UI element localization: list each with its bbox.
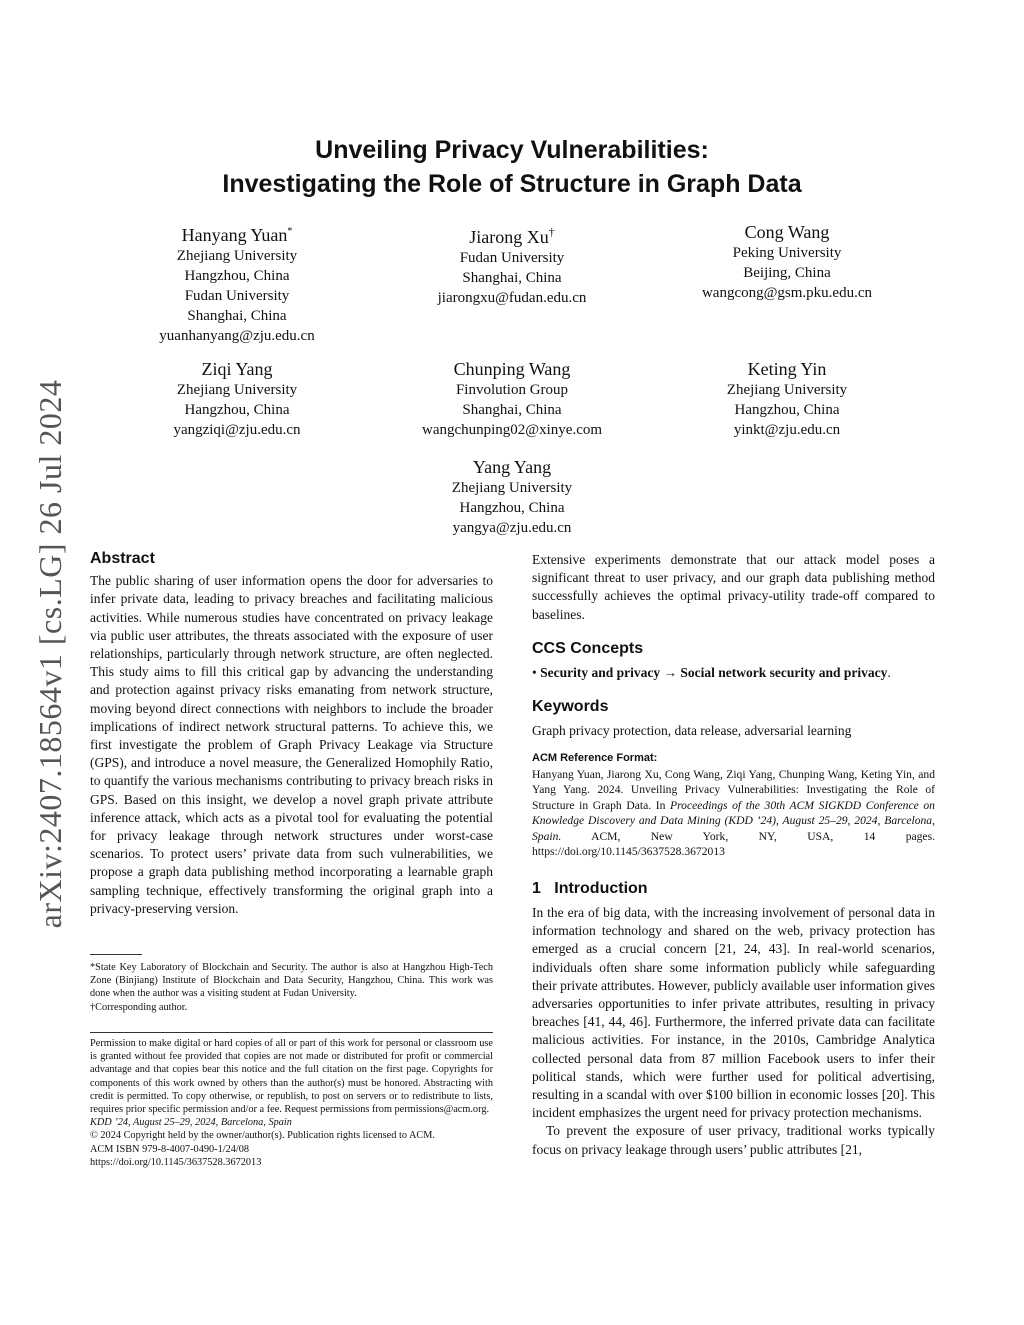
author-name: Jiarong Xu — [469, 227, 549, 247]
footnotes — [90, 961, 493, 1014]
author-block — [687, 358, 887, 440]
intro-paragraph-2: To prevent the exposure of user privacy, traditional works typically focus on privacy leakage through users’ public attributes [21, — [532, 1123, 935, 1157]
author-affil-line: Hangzhou, China — [184, 268, 290, 284]
ccs-bullet: • — [532, 665, 537, 681]
acm-ref-venue: Proceedings of the 30th ACM SIGKDD Conference on Knowledge Discovery and Data Mining (KDD ’24), August 25–29, 2024, Barcelona, Spain. — [532, 798, 935, 843]
author-affil-line: Hangzhou, China — [734, 402, 840, 418]
abstract-heading: Abstract — [90, 550, 155, 567]
keywords-heading: Keywords — [532, 698, 609, 716]
intro-paragraph-1: In the era of big data, with the increasing involvement of personal data in information technology and shared on the web, privacy protection has emerged as a crucial concern [21, 24, 43]. In real-world scenarios, individuals often share some information publicly while safeguarding their private attributes. However, publicly available user information gives adversaries opportunities to infer private attributes, resulting in privacy breaches [41, 44, 46]. Furthermore, the inferred private data can facilitate malicious activities. For instance, in the 2010s, Cambridge Analytica collected personal data from 87 million Facebook users to infer their political stands, which were further used for political advertising, resulting in a scandal with over $100 billion in economic losses [20]. This incident emphasizes the urgent need for privacy protection mechanisms. — [532, 905, 935, 1121]
doi-line: https://doi.org/10.1145/3637528.3672013 — [90, 1156, 262, 1168]
author-name: Keting Yin — [747, 359, 827, 379]
intro-title: Introduction — [554, 879, 648, 897]
author-email: yuanhanyang@zju.edu.cn — [159, 328, 315, 344]
acm-ref-part2: ACM, New York, NY, USA, 14 pages. https://doi.org/10.1145/3637528.3672013 — [532, 829, 935, 859]
author-affil-line: Zhejiang University — [726, 382, 848, 398]
author-affil-line: Zhejiang University — [176, 382, 298, 398]
author-affil-line: Hangzhou, China — [184, 402, 290, 418]
author-affil-line: Shanghai, China — [462, 270, 562, 286]
ccs-period: . — [887, 665, 891, 681]
title-line-2: Investigating the Role of Structure in Graph Data — [222, 170, 802, 198]
title-line-1: Unveiling Privacy Vulnerabilities: — [315, 136, 709, 164]
left-column — [90, 550, 493, 918]
author-email: yinkt@zju.edu.cn — [733, 422, 841, 438]
author-email: jiarongxu@fudan.edu.cn — [437, 290, 587, 306]
permission-block — [90, 1037, 493, 1169]
paper-title — [0, 133, 1024, 201]
intro-heading — [532, 880, 935, 898]
acm-ref-text — [532, 767, 935, 860]
author-affil-line: Zhejiang University — [176, 248, 298, 264]
author-mark: † — [548, 225, 555, 239]
author-affil-line: Peking University — [732, 245, 842, 261]
author-block — [137, 358, 337, 440]
ccs-item-1: Security and privacy — [540, 665, 661, 681]
author-block — [667, 221, 907, 303]
footnote-affiliation: *State Key Laboratory of Blockchain and Security. The author is also at Hangzhou High-Tech Zone (Binjiang) Institute of Blockchain and Data Security, Hangzhou, China. This work was done when the author was a visiting student at Fudan University. — [90, 962, 493, 1000]
acm-ref-part1: Hanyang Yuan, Jiarong Xu, Cong Wang, Ziqi Yang, Chunping Wang, Keting Yin, and Yang Yang. 2024. Unveiling Privacy Vulnerabilities: Investigating the Role of Structure in Graph Data. In — [532, 767, 935, 812]
author-mark: * — [287, 226, 293, 237]
author-name: Chunping Wang — [453, 359, 571, 379]
author-block — [392, 221, 632, 308]
author-name: Hanyang Yuan — [181, 225, 288, 245]
ccs-concepts — [532, 664, 935, 682]
author-affil-line: Shanghai, China — [462, 402, 562, 418]
author-affil-line: Finvolution Group — [455, 382, 569, 398]
abstract-continued: Extensive experiments demonstrate that our attack model poses a significant threat to user privacy, and our graph data publishing method successfully achieves the optimal privacy-utility trade-off compared to baselines. — [532, 552, 935, 622]
author-affil-line: Beijing, China — [743, 265, 831, 281]
arxiv-identifier: arXiv:2407.18564v1 [cs.LG] 26 Jul 2024 — [32, 379, 68, 929]
author-block — [137, 221, 337, 346]
author-name: Yang Yang — [472, 457, 552, 477]
acm-ref-heading: ACM Reference Format: — [532, 751, 658, 764]
author-affil-line: Zhejiang University — [451, 480, 573, 496]
keywords-text: Graph privacy protection, data release, adversarial learning — [532, 723, 852, 739]
author-block — [387, 358, 637, 440]
abstract-text: The public sharing of user information opens the door for adversaries to infer private data, leading to privacy breaches and facilitating malicious activities. While numerous studies have concentrated on privacy leakage via public user attributes, the threats associated with the exposure of user relationships, particularly through network structure, are often neglected. This study aims to fill this critical gap by advancing the understanding and protection against privacy risks emanating from network structure, moving beyond direct connections with neighbors to include the broader implications of indirect network structural patterns. To achieve this, we first investigate the problem of Graph Privacy Leakage via Structure (GPS), and introduce a novel measure, the Generalized Homophily Ratio, to quantify the various mechanisms contributing to privacy breach risks in GPS. Based on this insight, we develop a novel graph private attribute inference attack, which acts as a pivotal tool for evaluating the potential for privacy leakage through network structures under worst-case scenarios. To protect users’ private data from such vulnerabilities, we propose a graph data publishing method incorporating a learnable graph sampling technique, effectively transforming the original graph into a privacy-preserving version. — [90, 573, 493, 916]
copyright-line: © 2024 Copyright held by the owner/author(s). Publication rights licensed to ACM. — [90, 1130, 436, 1142]
author-email: wangcong@gsm.pku.edu.cn — [701, 285, 873, 301]
right-column — [532, 551, 935, 1159]
author-name: Ziqi Yang — [201, 359, 273, 379]
author-affil-line: Fudan University — [459, 250, 565, 266]
ccs-heading: CCS Concepts — [532, 639, 644, 657]
author-affil-line: Hangzhou, China — [459, 500, 565, 516]
ccs-item-2: Social network security and privacy — [680, 665, 888, 681]
author-name: Cong Wang — [744, 222, 830, 242]
footnote-divider — [90, 954, 142, 955]
author-email: wangchunping02@xinye.com — [421, 422, 603, 438]
conference-info: KDD ’24, August 25–29, 2024, Barcelona, Spain — [90, 1117, 292, 1129]
author-affil-line: Shanghai, China — [187, 308, 287, 324]
author-email: yangziqi@zju.edu.cn — [173, 422, 301, 438]
intro-number: 1 — [532, 879, 541, 897]
isbn-line: ACM ISBN 979-8-4007-0490-1/24/08 — [90, 1143, 250, 1155]
footnote-corresponding: †Corresponding author. — [90, 1001, 188, 1013]
author-affil-line: Fudan University — [184, 288, 290, 304]
author-block — [412, 456, 612, 538]
permission-notice: Permission to make digital or hard copies of all or part of this work for personal or classroom use is granted without fee provided that copies are not made or distributed for profit or commercial advantage and that copies bear this notice and the full citation on the first page. Copyrights for components of this work owned by others than the author(s) must be honored. Abstracting with credit is permitted. To copy otherwise, or republish, to post on servers or to redistribute to lists, requires prior specific permission and/or a fee. Request permissions from permissions@acm.org. — [90, 1038, 493, 1116]
permission-divider — [90, 1032, 493, 1033]
ccs-arrow: → — [663, 665, 677, 681]
author-email: yangya@zju.edu.cn — [452, 520, 572, 536]
